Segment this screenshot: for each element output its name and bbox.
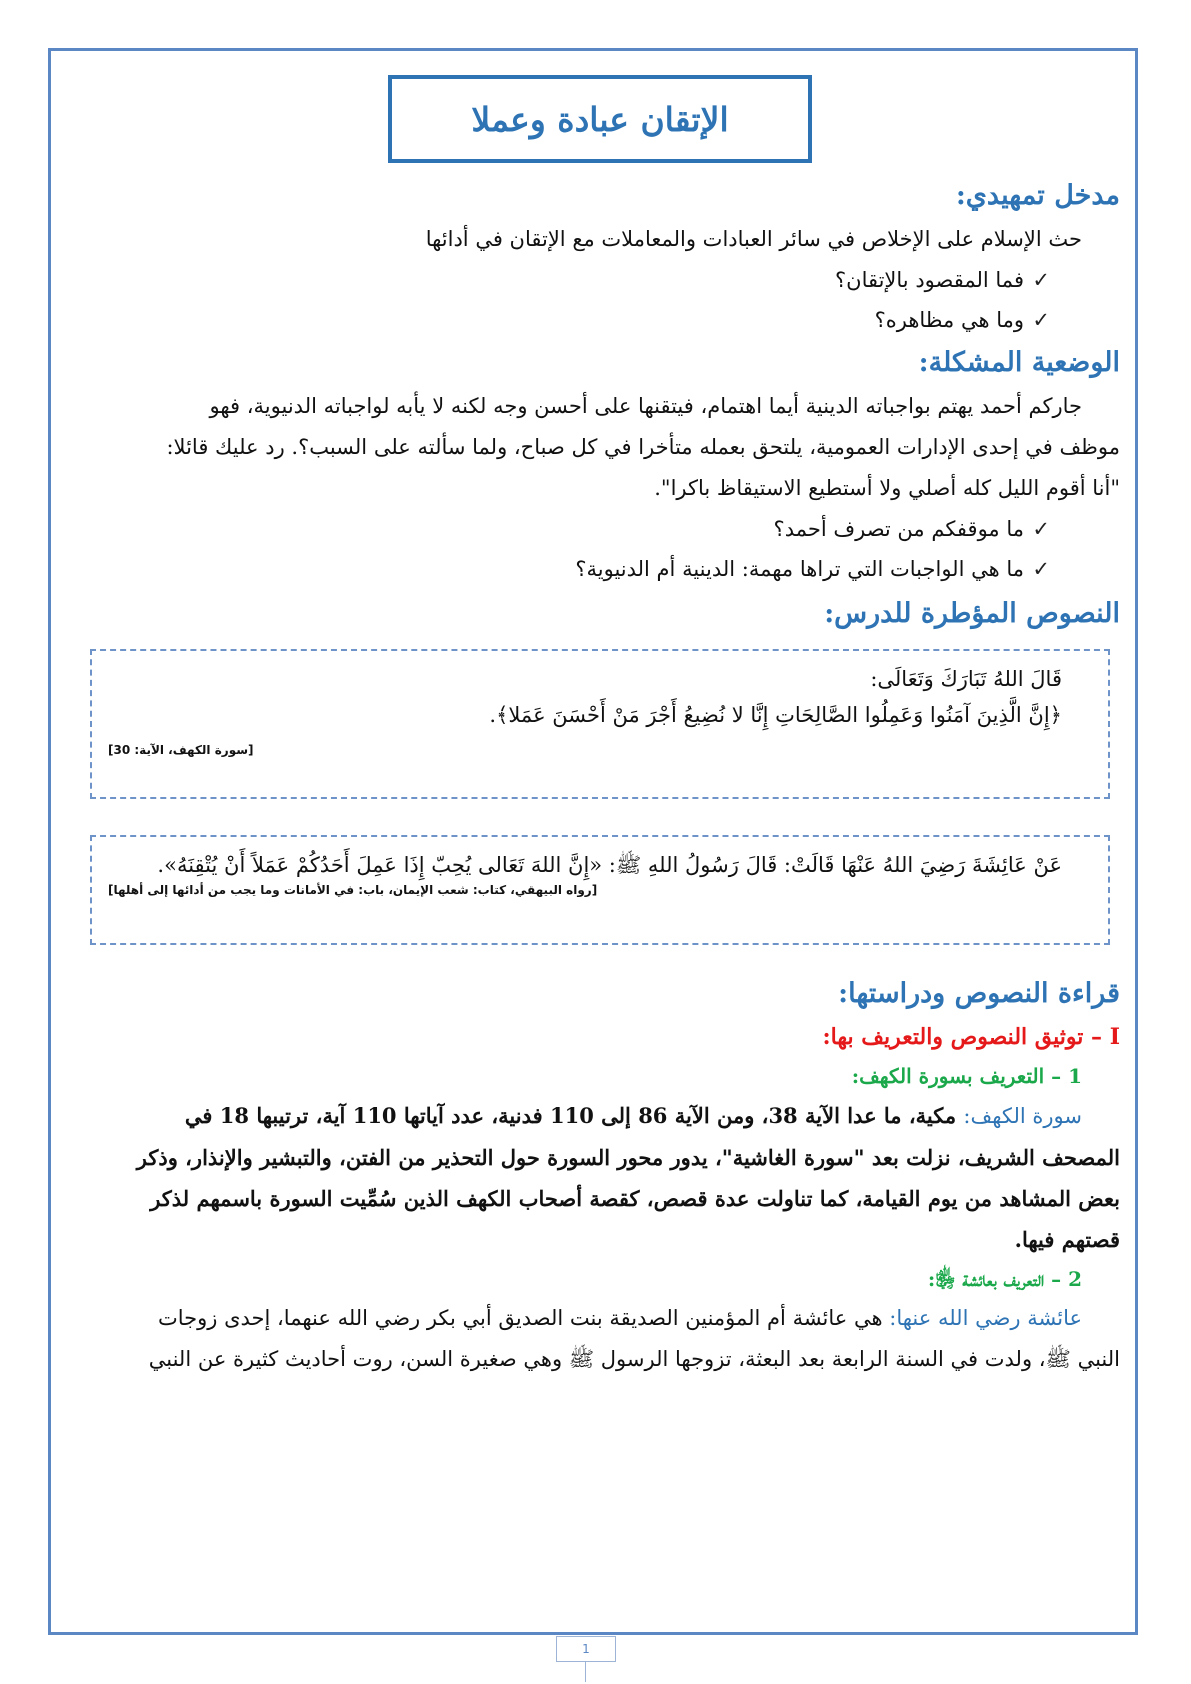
problem-line-2: موظف في إحدى الإدارات العمومية، يلتحق بعمله متأخرا في كل صباح، ولما سألته على السبب؟. رد عليك قائلا: bbox=[166, 435, 1120, 459]
aisha-line-2: النبي ﷺ، ولدت في السنة الرابعة بعد البعثة، تزوجها الرسول ﷺ وهي صغيرة السن، روت أحاديث كثيرة عن النبي bbox=[148, 1347, 1120, 1371]
reading-heading: قراءة النصوص ودراستها: bbox=[838, 978, 1120, 1009]
quran-intro: قَالَ اللهُ تَبَارَكَ وَتَعَالَى: bbox=[870, 667, 1062, 691]
hadith-text: عَنْ عَائِشَةَ رَضِيَ اللهُ عَنْهَا قَالَتْ: قَالَ رَسُولُ اللهِ ﷺ: «إِنَّ اللهَ تَعَالى يُحِبّ إِذَا عَمِلَ أَحَدُكُمْ عَمَلاً أَنْ يُتْقِنَهُ». bbox=[157, 853, 1062, 877]
kahf-line-1: سورة الكهف: مكية، ما عدا الآية 38، ومن الآية 86 إلى 110 فدنية، عدد آياتها 110 آية، ترتيبها 18 في bbox=[184, 1103, 1082, 1128]
section-1-heading: I – توثيق النصوص والتعريف بها: bbox=[822, 1024, 1120, 1050]
subsection-1-heading: 1 – التعريف بسورة الكهف: bbox=[851, 1064, 1082, 1088]
problem-question-2: ✓ما هي الواجبات التي تراها مهمة: الدينية أم الدنيوية؟ bbox=[80, 549, 1120, 589]
page-title: الإتقان عبادة وعملا bbox=[471, 99, 729, 139]
kahf-label: سورة الكهف: bbox=[963, 1104, 1082, 1128]
problem-line-1: جاركم أحمد يهتم بواجباته الدينية أيما اهتمام، فيتقنها على أحسن وجه لكنه لا يأبه لواجباته الدنيوية، فهو bbox=[209, 394, 1082, 418]
quran-box bbox=[90, 649, 1110, 799]
aisha-label: عائشة رضي الله عنها: bbox=[889, 1306, 1082, 1330]
page-number: 1 bbox=[556, 1636, 616, 1662]
aisha-line-1: عائشة رضي الله عنها: هي عائشة أم المؤمنين الصديقة بنت الصديق أبي بكر رضي الله عنهما، إحدى زوجات bbox=[157, 1306, 1082, 1330]
subsection-2-heading: 2 – التعريف بعائشة ﵂: bbox=[927, 1267, 1082, 1291]
document-content bbox=[80, 62, 1120, 1380]
check-icon: ✓ bbox=[1032, 517, 1050, 541]
title-box bbox=[388, 75, 812, 163]
page-number-connector bbox=[585, 1662, 586, 1682]
check-icon: ✓ bbox=[1032, 308, 1050, 332]
intro-text: حث الإسلام على الإخلاص في سائر العبادات والمعاملات مع الإتقان في أدائها bbox=[425, 227, 1082, 251]
problem-line-3: "أنا أقوم الليل كله أصلي ولا أستطيع الاستيقاظ باكرا". bbox=[654, 476, 1120, 500]
problem-heading: الوضعية المشكلة: bbox=[918, 347, 1120, 378]
intro-question-2: ✓وما هي مظاهره؟ bbox=[80, 300, 1120, 340]
hadith-reference: [رواه البيهقي، كتاب: شعب الإيمان، باب: في الأمانات وما يجب من أدائها إلى أهلها] bbox=[108, 883, 598, 897]
texts-heading: النصوص المؤطرة للدرس: bbox=[824, 598, 1120, 629]
intro-heading: مدخل تمهيدي: bbox=[955, 180, 1120, 211]
intro-question-1: ✓فما المقصود بالإتقان؟ bbox=[80, 260, 1120, 300]
quran-verse: ﴿إِنَّ الَّذِينَ آمَنُوا وَعَمِلُوا الصَّالِحَاتِ إِنَّا لا نُضِيعُ أَجْرَ مَنْ أَحْسَنَ عَمَلا﴾. bbox=[489, 703, 1062, 727]
check-icon: ✓ bbox=[1032, 557, 1050, 581]
quran-reference: [سورة الكهف، الآية: 30] bbox=[108, 743, 254, 757]
hadith-box bbox=[90, 835, 1110, 945]
kahf-line-3: بعض المشاهد من يوم القيامة، كما تناولت عدة قصص، كقصة أصحاب الكهف الذين سُمِّيت السورة باسمهم لذكر bbox=[150, 1186, 1120, 1211]
kahf-line-4: قصتهم فيها. bbox=[1014, 1227, 1120, 1252]
kahf-line-2: المصحف الشريف، نزلت بعد "سورة الغاشية"، يدور محور السورة حول التحذير من الفتن، والتبشير والإنذار، وذكر bbox=[136, 1145, 1120, 1170]
problem-question-1: ✓ما موقفكم من تصرف أحمد؟ bbox=[80, 509, 1120, 549]
check-icon: ✓ bbox=[1032, 268, 1050, 292]
